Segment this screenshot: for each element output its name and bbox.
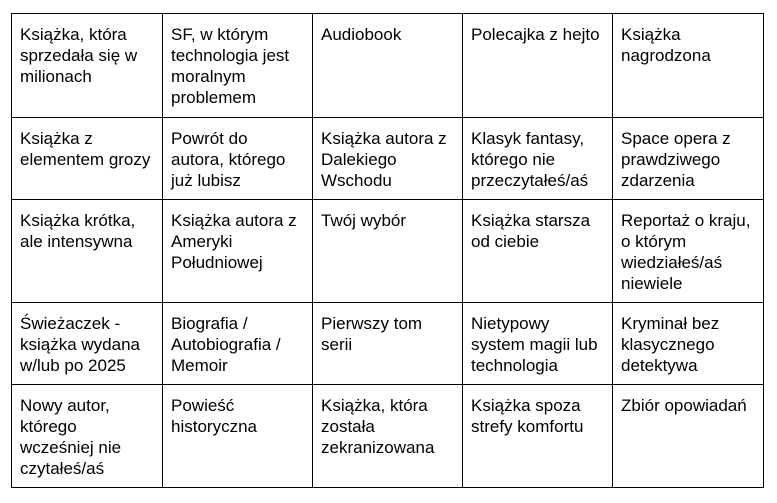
bingo-cell: Książka, która sprzedała się w milionach xyxy=(12,14,163,118)
bingo-cell: Space opera z prawdziwego zdarzenia xyxy=(613,118,764,200)
bingo-cell: Reportaż o kraju, o którym wiedziałeś/aś niewiele xyxy=(613,200,764,303)
bingo-cell-free-choice: Twój wybór xyxy=(313,200,463,303)
bingo-cell: Książka krótka, ale intensywna xyxy=(12,200,163,303)
bingo-cell: Biografia / Autobiografia / Memoir xyxy=(163,303,313,385)
bingo-cell: Polecajka z hejto xyxy=(463,14,613,118)
bingo-cell: Klasyk fantasy, którego nie przeczytałeś/aś xyxy=(463,118,613,200)
bingo-cell: Nowy autor, którego wcześniej nie czytałeś/aś xyxy=(12,385,163,488)
bingo-cell: Książka autora z Dalekiego Wschodu xyxy=(313,118,463,200)
bingo-row xyxy=(12,14,764,118)
bingo-cell: Kryminał bez klasycznego detektywa xyxy=(613,303,764,385)
bingo-cell: Zbiór opowiadań xyxy=(613,385,764,488)
bingo-cell: Pierwszy tom serii xyxy=(313,303,463,385)
bingo-cell: Książka nagrodzona xyxy=(613,14,764,118)
bingo-row xyxy=(12,303,764,385)
bingo-cell: SF, w którym technologia jest moralnym problemem xyxy=(163,14,313,118)
bingo-row xyxy=(12,118,764,200)
bingo-cell: Książka starsza od ciebie xyxy=(463,200,613,303)
bingo-cell: Książka spoza strefy komfortu xyxy=(463,385,613,488)
bingo-row xyxy=(12,200,764,303)
bingo-cell: Audiobook xyxy=(313,14,463,118)
bingo-cell: Książka autora z Ameryki Południowej xyxy=(163,200,313,303)
bingo-cell: Książka, która została zekranizowana xyxy=(313,385,463,488)
bingo-cell: Powieść historyczna xyxy=(163,385,313,488)
bingo-row xyxy=(12,385,764,488)
bingo-cell: Książka z elementem grozy xyxy=(12,118,163,200)
reading-bingo-grid xyxy=(11,13,764,488)
bingo-cell: Świeżaczek - książka wydana w/lub po 2025 xyxy=(12,303,163,385)
bingo-cell: Nietypowy system magii lub technologia xyxy=(463,303,613,385)
bingo-cell: Powrót do autora, którego już lubisz xyxy=(163,118,313,200)
